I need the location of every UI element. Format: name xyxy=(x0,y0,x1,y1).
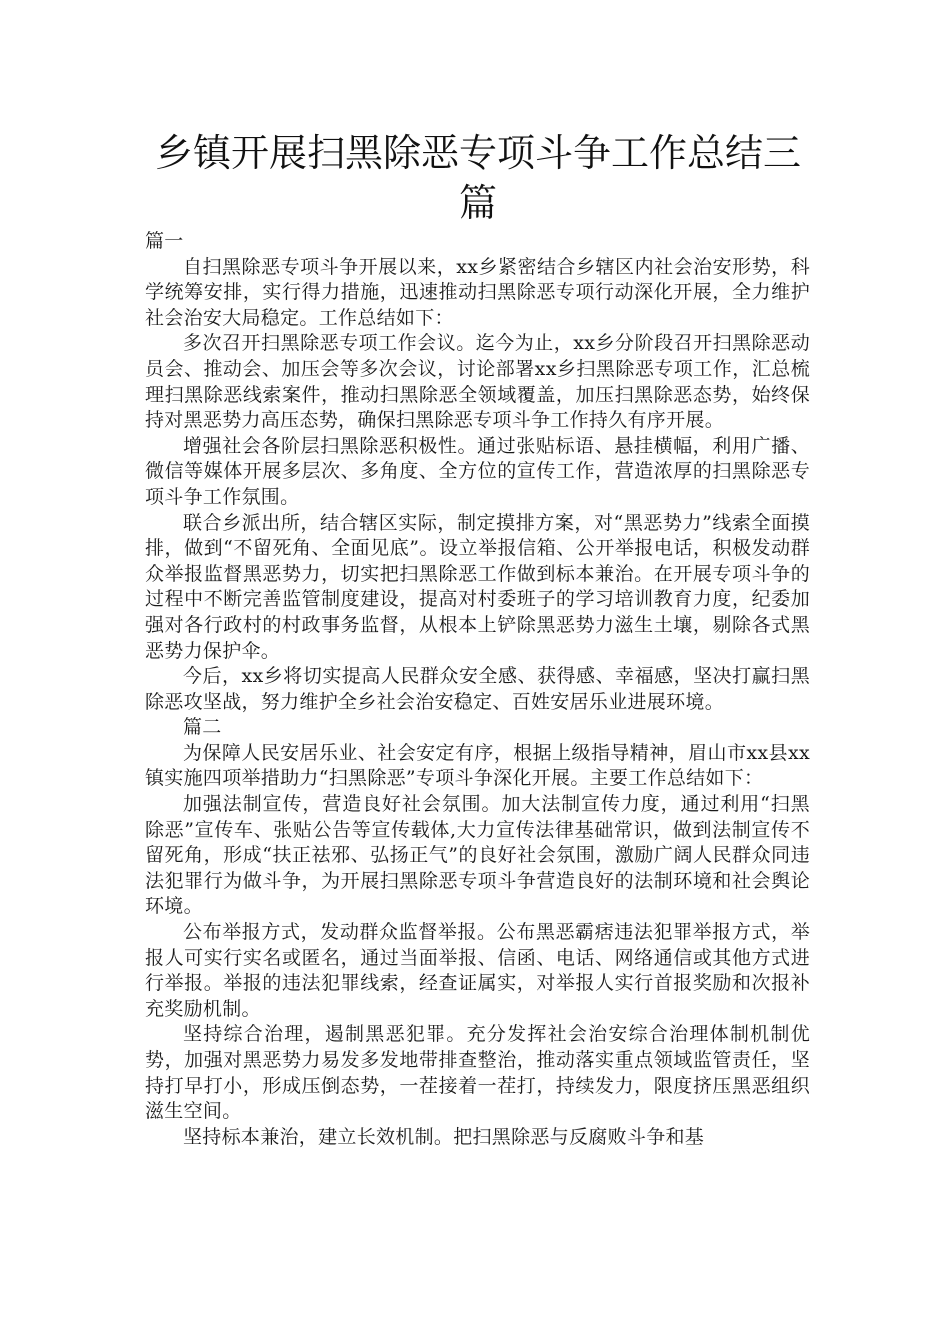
paragraph: 坚持综合治理，遏制黑恶犯罪。充分发挥社会治安综合治理体制机制优势，加强对黑恶势力易发多发地带排查整治，推动落实重点领域监管责任，坚持打早打小，形成压倒态势，一茬接着一茬打，持续发力，限度挤压黑恶组织滋生空间。 xyxy=(145,1023,810,1123)
paragraph: 增强社会各阶层扫黑除恶积极性。通过张贴标语、悬挂横幅，利用广播、微信等媒体开展多层次、多角度、全方位的宣传工作，营造浓厚的扫黑除恶专项斗争工作氛围。 xyxy=(145,434,810,508)
document-page xyxy=(145,0,810,1150)
document-title: 乡镇开展扫黑除恶专项斗争工作总结三篇 xyxy=(154,131,801,225)
paragraph: 为保障人民安居乐业、社会安定有序，根据上级指导精神，眉山市xx县xx镇实施四项举措助力“扫黑除恶”专项斗争深化开展。主要工作总结如下： xyxy=(145,741,810,790)
paragraph: 联合乡派出所，结合辖区实际，制定摸排方案，对“黑恶势力”线索全面摸排，做到“不留死角、全面见底”。设立举报信箱、公开举报电话，积极发动群众举报监督黑恶势力，切实把扫黑除恶工作做到标本兼治。在开展专项斗争的过程中不断完善监管制度建设，提高对村委班子的学习培训教育力度，纪委加强对各行政村的村政事务监督，从根本上铲除黑恶势力滋生土壤，剔除各式黑恶势力保护伞。 xyxy=(145,511,810,662)
paragraph: 坚持标本兼治，建立长效机制。把扫黑除恶与反腐败斗争和基 xyxy=(183,1125,705,1148)
section-label-1: 篇一 xyxy=(145,230,184,252)
section-label-2: 篇二 xyxy=(183,716,222,739)
paragraph: 自扫黑除恶专项斗争开展以来，xx乡紧密结合乡辖区内社会治安形势，科学统筹安排，实行得力措施，迅速推动扫黑除恶专项行动深化开展，全力维护社会治安大局稳定。工作总结如下： xyxy=(145,255,810,329)
paragraph: 多次召开扫黑除恶专项工作会议。迄今为止，xx乡分阶段召开扫黑除恶动员会、推动会、加压会等多次会议，讨论部署xx乡扫黑除恶专项工作，汇总梳理扫黑除恶线索案件，推动扫黑除恶全领域覆盖，加压扫黑除恶态势，始终保持对黑恶势力高压态势，确保扫黑除恶专项斗争工作持久有序开展。 xyxy=(145,332,810,432)
paragraph: 加强法制宣传，营造良好社会氛围。加大法制宣传力度，通过利用“扫黑除恶”宣传车、张贴公告等宣传载体,大力宣传法律基础常识，做到法制宣传不留死角，形成“扶正祛邪、弘扬正气”的良好社会氛围，激励广阔人民群众同违法犯罪行为做斗争，为开展扫黑除恶专项斗争营造良好的法制环境和社会舆论环境。 xyxy=(145,793,810,918)
document-body xyxy=(145,229,810,1150)
paragraph: 公布举报方式，发动群众监督举报。公布黑恶霸痞违法犯罪举报方式，举报人可实行实名或匿名，通过当面举报、信函、电话、网络通信或其他方式进行举报。举报的违法犯罪线索，经查证属实，对举报人实行首报奖励和次报补充奖励机制。 xyxy=(145,921,810,1020)
paragraph: 今后，xx乡将切实提高人民群众安全感、获得感、幸福感，坚决打赢扫黑除恶攻坚战，努力维护全乡社会治安稳定、百姓安居乐业进展环境。 xyxy=(145,665,810,713)
